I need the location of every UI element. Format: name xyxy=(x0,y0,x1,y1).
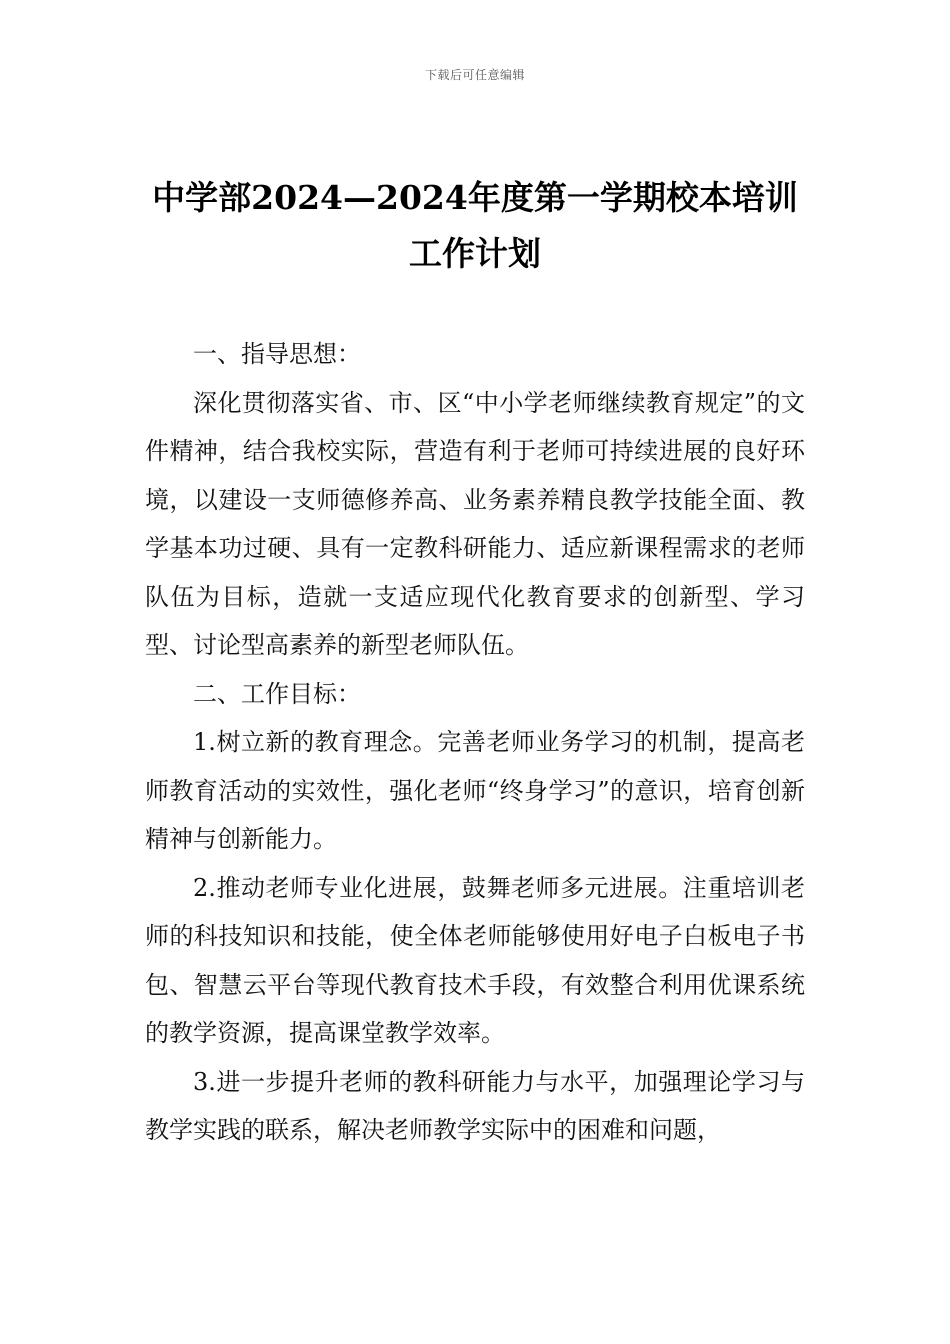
paragraph-goal-3: 3.进一步提升老师的教科研能力与水平，加强理论学习与教学实践的联系，解决老师教学实际中的困难和问题， xyxy=(145,1067,805,1144)
section-heading-guiding-ideology: 一、指导思想： xyxy=(193,340,361,368)
document-title: 中学部2024—2024年度第一学期校本培训工作计划 xyxy=(152,178,798,273)
header-note: 下载后可任意编辑 xyxy=(424,68,525,82)
document-body xyxy=(145,330,805,1155)
paragraph-goal-2: 2.推动老师专业化进展，鼓舞老师多元进展。注重培训老师的科技知识和技能，使全体老师能够使用好电子白板电子书包、智慧云平台等现代教育技术手段，有效整合利用优课系统的教学资源，提高课堂教学效率。 xyxy=(145,873,805,1047)
paragraph-goal-1: 1.树立新的教育理念。完善老师业务学习的机制，提高老师教育活动的实效性，强化老师“终身学习”的意识，培育创新精神与创新能力。 xyxy=(145,728,805,853)
section-heading-work-goals: 二、工作目标： xyxy=(193,679,361,708)
paragraph-guiding-ideology: 深化贯彻落实省、市、区“中小学老师继续教育规定”的文件精神，结合我校实际，营造有利于老师可持续进展的良好环境，以建设一支师德修养高、业务素养精良教学技能全面、教学基本功过硬、具有一定教科研能力、适应新课程需求的老师队伍为目标，造就一支适应现代化教育要求的创新型、学习型、讨论型高素养的新型老师队伍。 xyxy=(145,388,805,659)
